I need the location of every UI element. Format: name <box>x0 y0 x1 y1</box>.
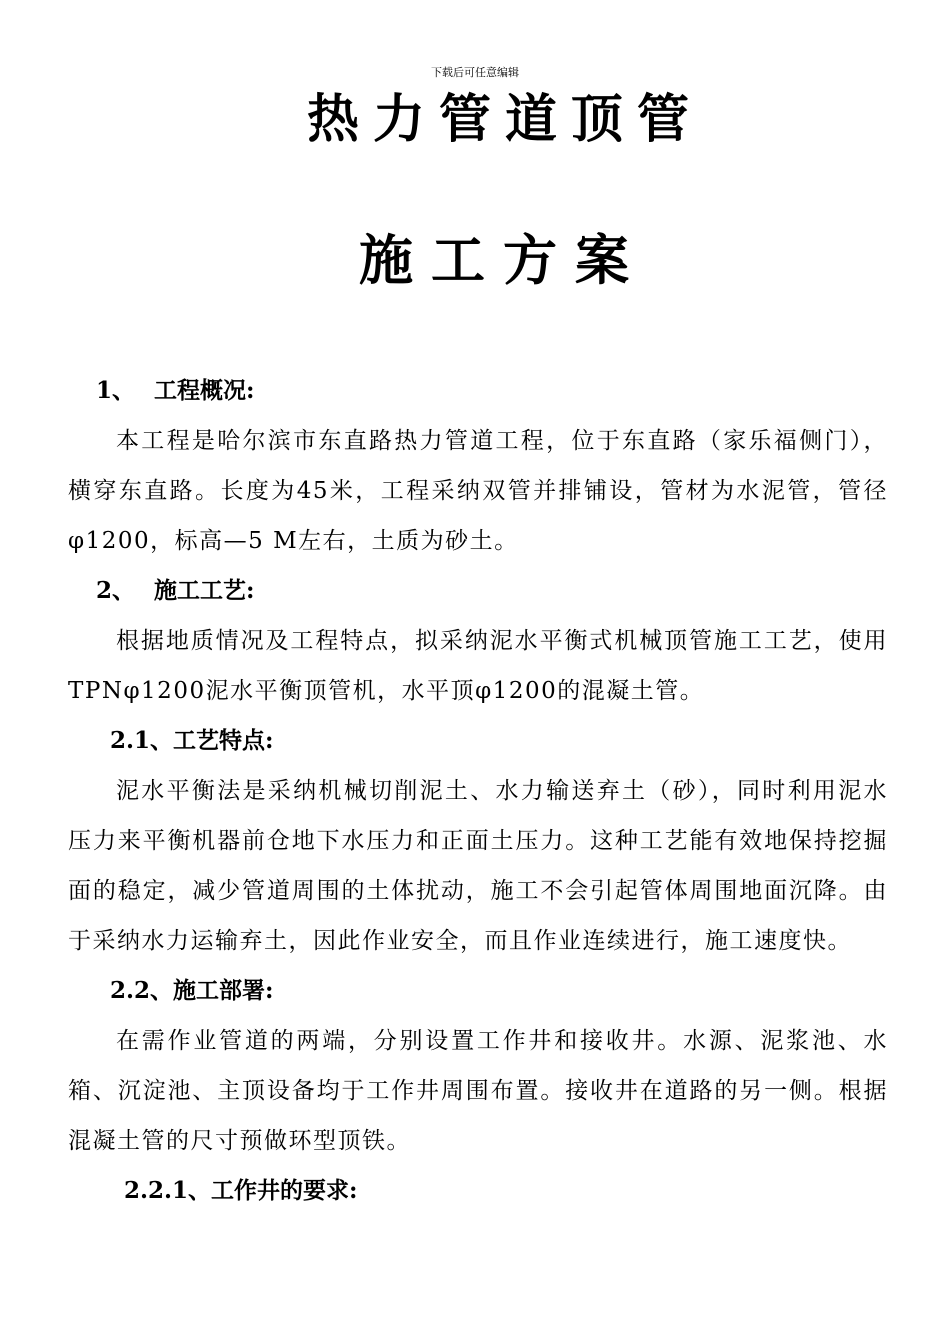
document-title-line-1: 热力管道顶管 <box>306 90 703 150</box>
section-2-1-heading: 2.1、工艺特点: <box>110 727 274 754</box>
section-2-heading <box>68 566 888 616</box>
section-2-1-paragraph: 泥水平衡法是采纳机械切削泥土、水力输送弃土（砂），同时利用泥水压力来平衡机器前仓地下水压力和正面土压力。这种工艺能有效地保持挖掘面的稳定，减少管道周围的土体扰动，施工不会引起管体周围地面沉降。由于采纳水力运输弃土，因此作业安全，而且作业连续进行，施工速度快。 <box>68 778 888 954</box>
section-2-2-paragraph: 在需作业管道的两端，分别设置工作井和接收井。水源、泥浆池、水箱、沉淀池、主顶设备均于工作井周围布置。接收井在道路的另一侧。根据混凝土管的尺寸预做环型顶铁。 <box>68 1028 888 1154</box>
section-1-title: 工程概况: <box>154 377 255 404</box>
document-title-line-2: 施工方案 <box>359 229 647 292</box>
section-2-title: 施工工艺: <box>154 577 255 604</box>
section-1-paragraph: 本工程是哈尔滨市东直路热力管道工程，位于东直路（家乐福侧门），横穿东直路。长度为45米，工程采纳双管并排铺设，管材为水泥管，管径φ1200，标高—5 M左右，土质为砂土。 <box>68 428 888 554</box>
section-2-2-heading: 2.2、施工部署: <box>110 977 274 1004</box>
header-note: 下载后可任意编辑 <box>431 66 519 79</box>
section-2-number: 2、 <box>96 577 136 604</box>
section-1-heading <box>68 366 888 416</box>
section-2-paragraph: 根据地质情况及工程特点，拟采纳泥水平衡式机械顶管施工工艺，使用TPNφ1200泥水平衡顶管机，水平顶φ1200的混凝土管。 <box>68 628 888 704</box>
document-body <box>68 366 888 1216</box>
section-1-number: 1、 <box>96 377 136 404</box>
section-2-2-1-heading: 2.2.1、工作井的要求: <box>124 1177 358 1204</box>
